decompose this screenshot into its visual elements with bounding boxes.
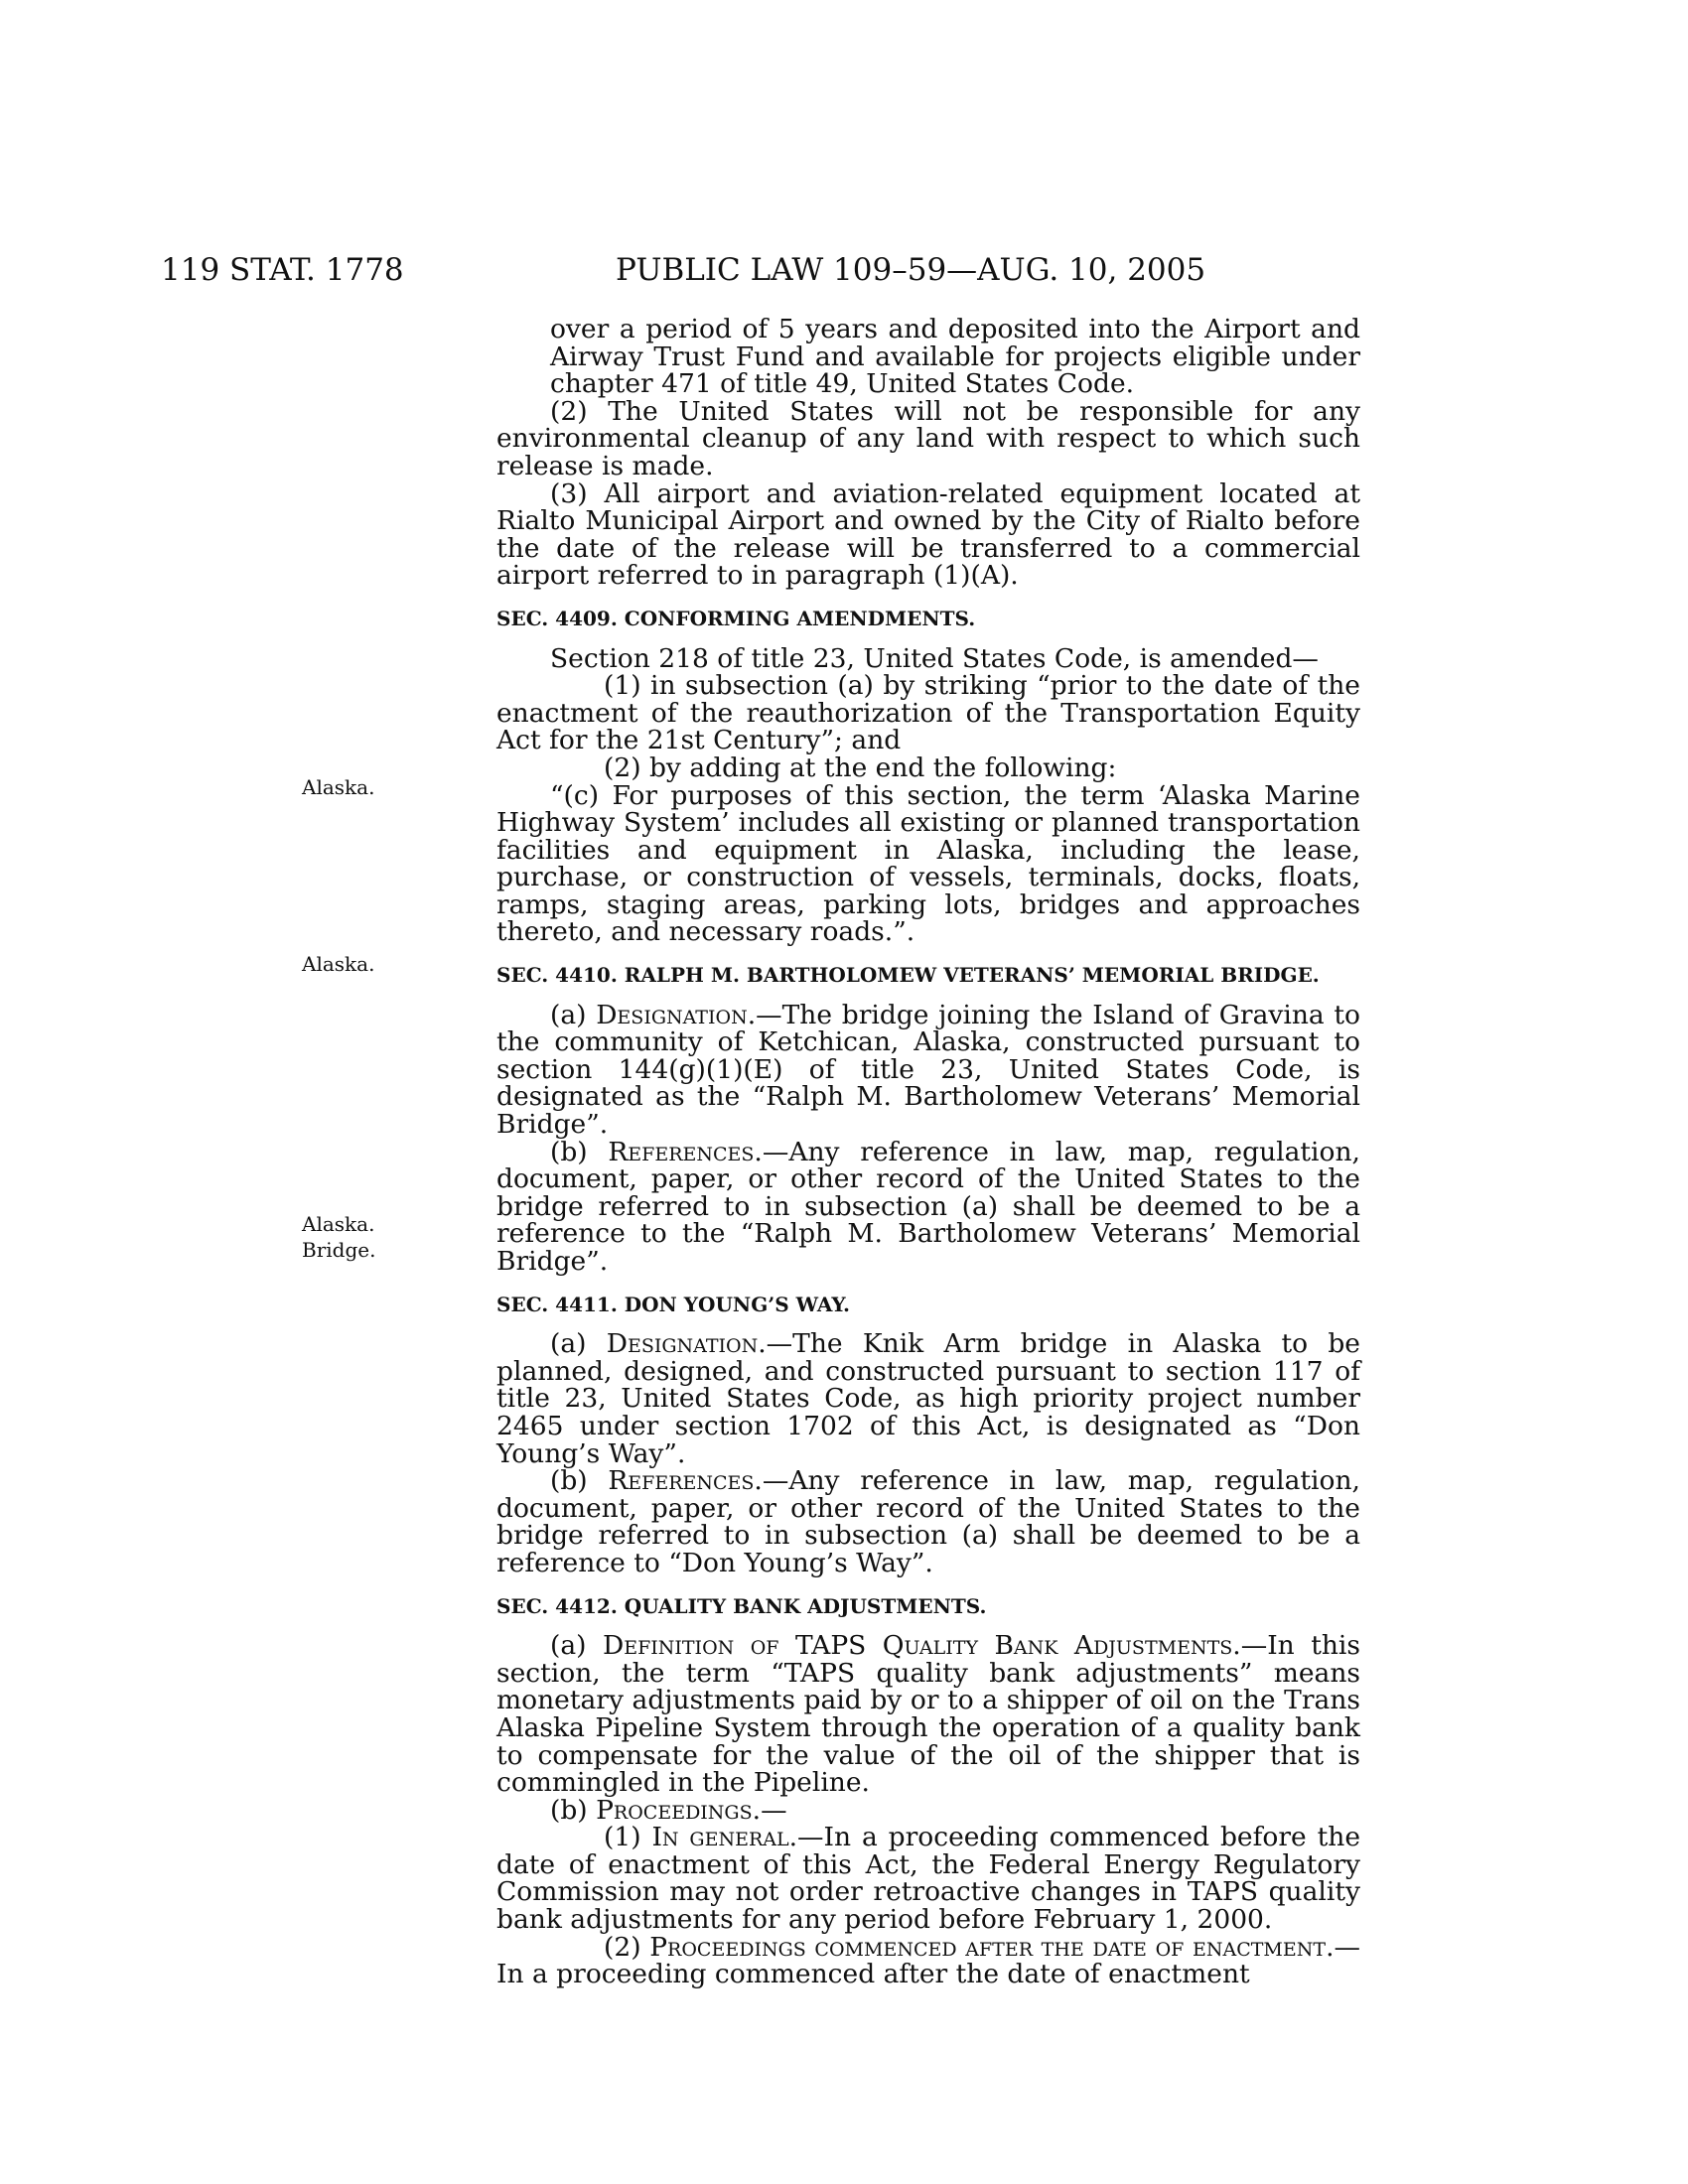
margin-note-alaska-3: Alaska. [302, 1212, 375, 1236]
paragraph-2: (2) The United States will not be responsible for any environmental cleanup of any land with respect to which such release is made. [496, 395, 1360, 481]
margin-note-bridge: Bridge. [302, 1238, 376, 1262]
text: .—In a proceeding commenced before the date of enactment of this Act, the Federal Energy Regulatory Commission may not order retroactive changes in TAPS quality bank adjustments for any period before February 1, 2000. [496, 1822, 1361, 1936]
subheading: References [608, 1136, 755, 1167]
subheading: Designation [606, 1328, 759, 1360]
paragraph-3: (3) All airport and aviation-related equipment located at Rialto Municipal Airport and owned by the City of Rialto before the date of the release will be transferred to a commercial airport referred to in paragraph (1)(A). [496, 478, 1360, 592]
section-4409-subsection-c: “(c) For purposes of this section, the term ‘Alaska Marine Highway System’ includes all existing or planned transportation facilities and equipment in Alaska, including the lease, purchase, or construction of vessels, terminals, docks, floats, ramps, staging areas, parking lots, bridges and approaches thereto, and necessary roads.”. [496, 779, 1360, 948]
subheading: Definition of TAPS Quality Bank Adjustments [602, 1630, 1233, 1662]
text: .—In this section, the term “TAPS quality bank adjustments” means monetary adjustments paid by or to a shipper of oil on the Trans Alaska Pipeline System through the operation of a quality bank to compensate for the value of the oil of the shipper that is commingled in the Pipeline. [496, 1630, 1360, 1799]
page-header [0, 252, 1688, 292]
subheading: Proceedings [596, 1794, 753, 1826]
text: .— [752, 1794, 787, 1826]
section-heading-4409: SEC. 4409. CONFORMING AMENDMENTS. [496, 606, 976, 630]
label: (a) [550, 1328, 607, 1360]
statute-page-number: 119 STAT. 1778 [161, 252, 404, 288]
section-heading-4411: SEC. 4411. DON YOUNG’S WAY. [496, 1292, 851, 1316]
section-4411-b [496, 1467, 1360, 1576]
subheading: In general [651, 1822, 789, 1853]
margin-note-alaska-2: Alaska. [302, 952, 375, 976]
subheading: Designation [596, 999, 748, 1030]
text: .—The Knik Arm bridge in Alaska to be planned, designed, and constructed pursuant to section 117 of title 23, United States Code, as high priority project number 2465 under section 1702 of this Act, is designated as “Don Young’s Way”. [496, 1328, 1360, 1469]
label: (b) [550, 1794, 597, 1826]
section-4411-a [496, 1330, 1360, 1467]
label: (1) [604, 1822, 652, 1853]
section-4409-intro: Section 218 of title 23, United States Code, is amended— [550, 642, 1319, 674]
subheading: References [608, 1465, 755, 1497]
label: (b) [550, 1136, 609, 1167]
section-4409-item-2: (2) by adding at the end the following: [604, 751, 1117, 783]
margin-note-alaska-1: Alaska. [302, 775, 375, 799]
running-title: PUBLIC LAW 109–59—AUG. 10, 2005 [616, 252, 1206, 288]
section-4412-b-2 [496, 1931, 1360, 1990]
margin-note-alaska-bridge [302, 1211, 461, 1263]
section-heading-4412: SEC. 4412. QUALITY BANK ADJUSTMENTS. [496, 1593, 987, 1618]
section-4409-item-1: (1) in subsection (a) by striking “prior to the date of the enactment of the reauthorization of the Transportation Equity Act for the 21st Century”; and [496, 670, 1360, 756]
section-4410-b [496, 1136, 1360, 1277]
subheading: Proceedings commenced after the date of enactment [649, 1931, 1327, 1963]
label: (a) [550, 999, 597, 1030]
section-4412-b-1 [496, 1822, 1361, 1936]
section-4412-b [496, 1794, 1360, 1826]
text: .—The bridge joining the Island of Gravina to the community of Ketchican, Alaska, constructed pursuant to section 144(g)(1)(E) of title 23, United States Code, is designated as the “Ralph M. Bartholomew Veterans’ Memorial Bridge”. [496, 999, 1360, 1141]
paragraph-continuation: over a period of 5 years and deposited into the Airport and Airway Trust Fund and available for projects eligible under chapter 471 of title 49, United States Code. [550, 314, 1360, 400]
document-body [496, 316, 1360, 1988]
text: .—Any reference in law, map, regulation, document, paper, or other record of the United States to the bridge referred to in subsection (a) shall be deemed to be a reference to the “Ralph M. Bartholomew Veterans’ Memorial Bridge”. [496, 1136, 1360, 1277]
section-4410-a [496, 999, 1360, 1141]
label: (b) [550, 1465, 609, 1497]
text: .—In a proceeding commenced after the date of enactment [496, 1931, 1360, 1990]
text: .—Any reference in law, map, regulation, document, paper, or other record of the United States to the bridge referred to in subsection (a) shall be deemed to be a reference to “Don Young’s Way”. [496, 1465, 1360, 1578]
label: (2) [604, 1931, 650, 1963]
section-heading-4410: SEC. 4410. RALPH M. BARTHOLOMEW VETERANS’ MEMORIAL BRIDGE. [496, 963, 1320, 988]
section-4412-a [496, 1632, 1360, 1797]
label: (a) [550, 1630, 603, 1662]
